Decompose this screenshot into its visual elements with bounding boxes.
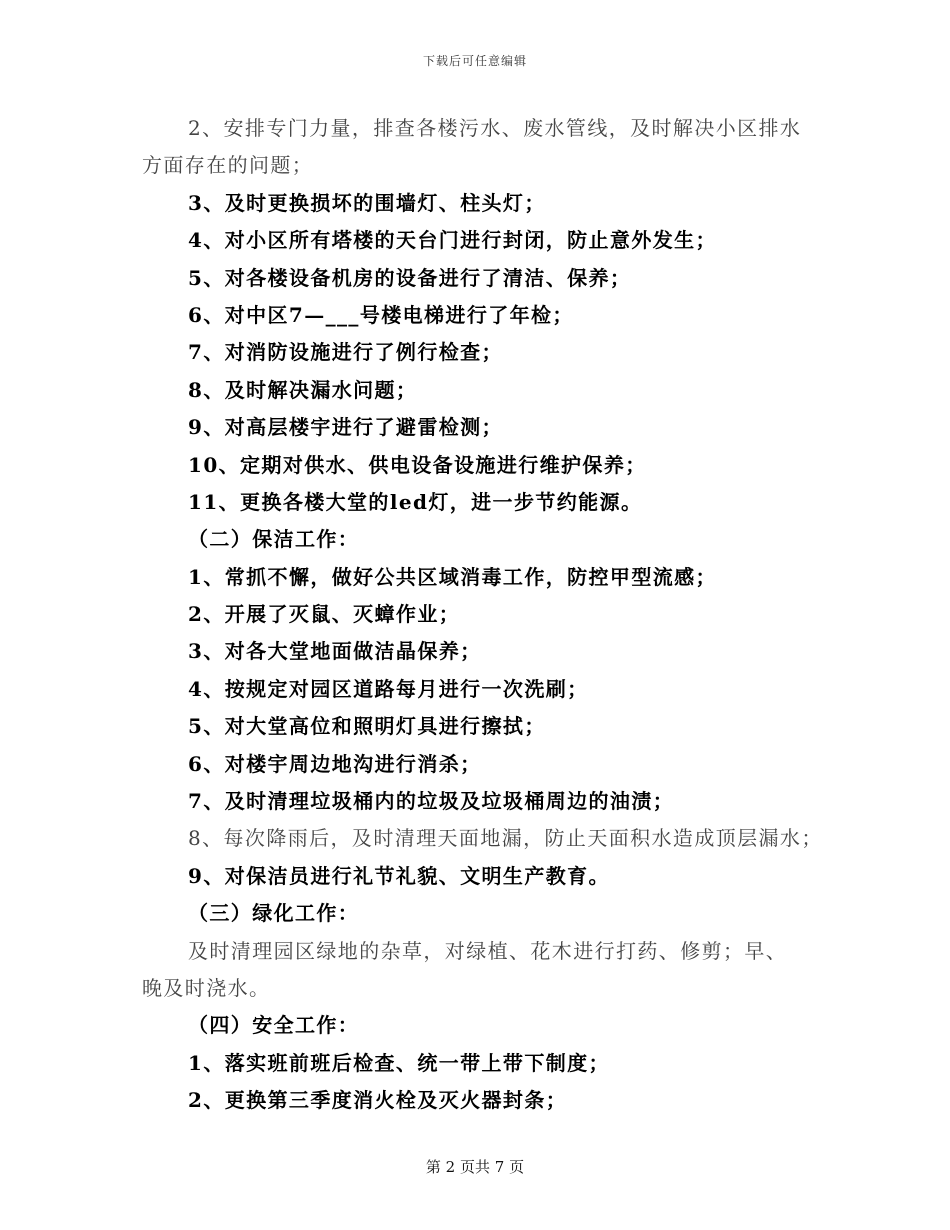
list-item: 10、定期对供水、供电设备设施进行维护保养； bbox=[188, 452, 647, 477]
list-item: 8、每次降雨后，及时清理天面地漏，防止天面积水造成顶层漏水； bbox=[188, 826, 823, 851]
paragraph-line: 及时清理园区绿地的杂草，对绿植、花木进行打药、修剪；早、 bbox=[188, 938, 788, 963]
list-item: 3、及时更换损坏的围墙灯、柱头灯； bbox=[188, 190, 546, 215]
page-header: 下载后可任意编辑 bbox=[422, 54, 527, 68]
footer-prefix: 第 bbox=[425, 1158, 441, 1176]
page-total: 7 bbox=[494, 1158, 505, 1176]
document-body bbox=[142, 110, 822, 1120]
paragraph-line: 方面存在的问题； bbox=[142, 153, 314, 178]
list-item: 9、对高层楼宇进行了避雷检测； bbox=[188, 415, 503, 440]
list-item: 2、更换第三季度消火栓及灭火器封条； bbox=[188, 1088, 568, 1113]
section-heading: （三）绿化工作： bbox=[188, 901, 360, 926]
page-number: 2 bbox=[445, 1158, 456, 1176]
list-item: 5、对各楼设备机房的设备进行了清洁、保养； bbox=[188, 265, 632, 290]
paragraph-line: 2、安排专门力量，排查各楼污水、废水管线，及时解决小区排水 bbox=[188, 116, 802, 140]
list-item: 6、对中区7—___号楼电梯进行了年检； bbox=[188, 302, 574, 327]
list-item: 1、常抓不懈，做好公共区域消毒工作，防控甲型流感； bbox=[188, 564, 717, 589]
section-heading: （二）保洁工作： bbox=[188, 527, 360, 552]
list-item: 7、对消防设施进行了例行检查； bbox=[188, 340, 503, 365]
list-item: 2、开展了灭鼠、灭蟑作业； bbox=[188, 602, 461, 627]
list-item: 6、对楼宇周边地沟进行消杀； bbox=[188, 751, 482, 776]
footer-suffix: 页 bbox=[509, 1158, 525, 1176]
list-item: 4、对小区所有塔楼的天台门进行封闭，防止意外发生； bbox=[188, 228, 717, 253]
footer-middle: 页共 bbox=[459, 1158, 490, 1176]
page-footer bbox=[0, 1156, 950, 1177]
list-item: 9、对保洁员进行礼节礼貌、文明生产教育。 bbox=[188, 863, 610, 888]
list-item: 5、对大堂高位和照明灯具进行擦拭； bbox=[188, 714, 546, 739]
list-item: 4、按规定对园区道路每月进行一次洗刷； bbox=[188, 676, 589, 701]
paragraph-line: 晚及时浇水。 bbox=[142, 975, 271, 1000]
list-item: 11、更换各楼大堂的led灯，进一步节约能源。 bbox=[188, 489, 643, 514]
list-item: 8、及时解决漏水问题； bbox=[188, 377, 418, 402]
list-item: 3、对各大堂地面做洁晶保养； bbox=[188, 639, 482, 664]
list-item: 1、落实班前班后检查、统一带上带下制度； bbox=[188, 1050, 610, 1075]
section-heading: （四）安全工作： bbox=[188, 1013, 360, 1038]
list-item: 7、及时清理垃圾桶内的垃圾及垃圾桶周边的油渍； bbox=[188, 789, 675, 814]
